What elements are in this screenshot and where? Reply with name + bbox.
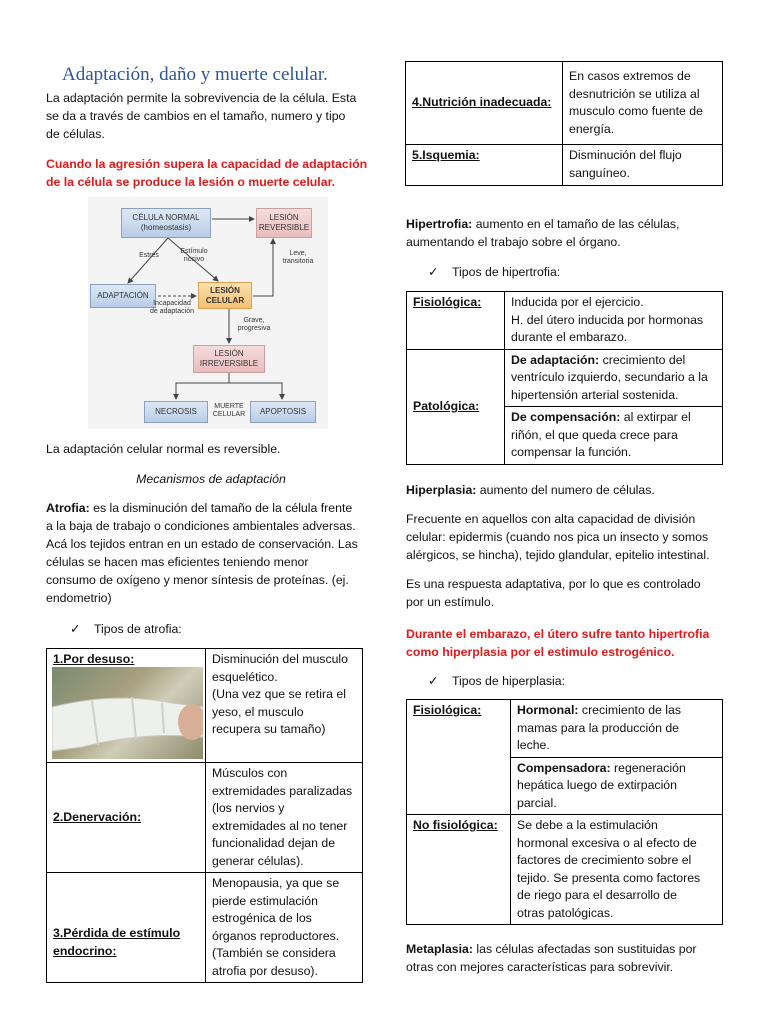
atrofia-line: consumo de oxígeno y menor síntesis de proteínas. (ej.: [46, 573, 349, 587]
box-text: LESIÓN: [214, 349, 244, 358]
arrow: [176, 373, 229, 399]
red-warning-right: [406, 625, 746, 661]
arrow: [229, 383, 282, 399]
desc-line: factores de crecimiento sobre el: [517, 853, 692, 867]
table-row: [407, 349, 723, 407]
label-grave: [232, 317, 276, 333]
desc-line: energía.: [569, 121, 615, 136]
desc-line: Disminución del flujo: [569, 148, 682, 162]
atrofia-line: células se hacen mas eficientes teniendo menor: [46, 555, 309, 569]
nutricion-isquemia-table: [405, 61, 723, 186]
table-cell: [505, 292, 723, 350]
desc-line: leche.: [517, 738, 550, 752]
metaplasia-line: las células afectadas son sustituidas por: [472, 942, 697, 956]
intro-line: se da a través de cambios en el tamaño, numero y tipo: [46, 109, 346, 123]
table-row: [407, 815, 723, 925]
tipos-hiperplasia-item: [428, 672, 728, 690]
desc-line: esquelético.: [212, 669, 278, 684]
desc-line: al extirpar el: [620, 410, 691, 424]
box-text: LESIÓN: [210, 285, 240, 295]
desc-line: recupera su tamaño): [212, 722, 326, 736]
atrofia-line: es la disminución del tamaño de la célula frente: [89, 501, 353, 515]
table-cell: [206, 763, 363, 873]
row-label: Fisiológica:: [413, 295, 482, 309]
list-label: Tipos de hiperplasia:: [452, 674, 566, 688]
box-text: CÉLULA NORMAL: [132, 213, 200, 222]
desc-line: Menopausia, ya que se: [212, 876, 340, 890]
intro-line: de células.: [46, 127, 105, 141]
atrofia-line: endometrio): [46, 591, 112, 605]
table-cell: [206, 873, 363, 983]
hipertrofia-label: Hipertrofia:: [406, 217, 473, 231]
label-text: Estímulo: [180, 248, 208, 255]
box-lesion-reversible: [256, 208, 312, 238]
arm-cast-photo: [52, 667, 203, 759]
hipertrofia-paragraph: [406, 215, 736, 251]
label-text: transitoria: [282, 258, 314, 265]
table-cell: [47, 763, 206, 873]
desc-line: ventrículo izquierdo, secundario a la: [511, 370, 708, 384]
atrofia-line: Acá los tejidos entran en un estado de conservación. Las: [46, 537, 358, 551]
desc-line: crecimiento de las: [578, 703, 682, 717]
table-cell: [407, 700, 511, 815]
table-row: [406, 62, 723, 145]
arrow: [128, 238, 168, 283]
intro-paragraph: [46, 89, 376, 143]
table-cell: [505, 407, 723, 465]
row-label: Fisiológica:: [413, 703, 482, 717]
desc-line: hipertensión arterial sostenida.: [511, 387, 679, 402]
label-estres: Estrés: [139, 252, 159, 259]
label-estimulo: [174, 248, 214, 264]
table-row: [407, 700, 723, 758]
table-cell: [505, 349, 723, 407]
desc-line: Inducida por el ejercicio.: [511, 295, 644, 309]
label-text: Incapacidad: [153, 300, 191, 307]
desc-line: (Una vez que se retira el: [212, 687, 346, 701]
desc-line: hepática luego de extirpación: [517, 778, 677, 792]
frecuente-line: Frecuente en aquellos con alta capacidad de división: [406, 512, 696, 526]
table-cell: [406, 62, 563, 145]
hipertrofia-line: aumento en el tamaño de las células,: [472, 217, 680, 231]
box-text: CELULAR: [205, 295, 245, 305]
red-line: Cuando la agresión supera la capacidad de adaptación: [46, 157, 368, 171]
row-label: 4.Nutrición inadecuada:: [412, 95, 552, 110]
desc-line: yeso, el musculo: [212, 704, 304, 719]
table-cell: [563, 145, 723, 186]
table-cell: [206, 649, 363, 763]
desc-line: (También se considera: [212, 946, 336, 960]
hiperplasia-text: aumento del numero de células.: [476, 483, 655, 497]
row-label: No fisiológica:: [413, 818, 498, 832]
arrow: [253, 239, 273, 296]
row-label: 2.Denervación:: [53, 809, 142, 824]
table-cell: [511, 757, 723, 815]
label-muerte-celular: [208, 403, 250, 419]
table-row: [47, 873, 363, 983]
table-cell: [511, 815, 723, 925]
desc-line: regeneración: [610, 760, 686, 775]
atrofia-paragraph: [46, 499, 376, 607]
label-text: nocivo: [183, 256, 205, 263]
desc-line: riñón, el que queda crece para: [511, 427, 678, 442]
box-text: LESIÓN: [269, 213, 299, 222]
frecuente-line: celular: epidermis (cuando nos pica un insecto y somos: [406, 530, 709, 544]
checkmark-icon: ✓: [70, 622, 81, 636]
atrofia-label: Atrofia:: [46, 501, 90, 515]
desc-line: atrofia por desuso).: [212, 963, 318, 978]
box-necrosis: NECROSIS: [144, 401, 208, 423]
desc-line: sanguíneo.: [569, 165, 630, 180]
desc-line: estrogénica de los: [212, 911, 312, 925]
hiperplasia-paragraph: [406, 481, 736, 499]
desc-line: mamas para la producción de: [517, 720, 679, 735]
desc-line: parcial.: [517, 795, 557, 810]
table-cell: [407, 815, 511, 925]
desc-line: extremidades al no tener: [212, 818, 348, 833]
mechanisms-heading: Mecanismos de adaptación: [136, 472, 286, 486]
row-label: 3.Pérdida de estímulo: [53, 926, 181, 940]
tipos-hipertrofia-item: [428, 263, 728, 281]
label-text: Leve,: [289, 250, 307, 257]
checkmark-icon: ✓: [428, 265, 439, 279]
list-label: Tipos de atrofia:: [94, 622, 182, 636]
desc-line: H. del útero inducida por hormonas: [511, 312, 704, 327]
atrofia-line: a la baja de trabajo o condiciones ambientales adversas.: [46, 519, 356, 533]
label-text: MUERTE: [214, 403, 244, 410]
red-line: de la célula se produce la lesión o muerte celular.: [46, 175, 336, 189]
respuesta-line: Es una respuesta adaptativa, por lo que es controlado: [406, 577, 701, 591]
red-warning-left: [46, 155, 376, 191]
checkmark-icon: ✓: [428, 674, 439, 688]
table-cell: [407, 349, 505, 464]
box-text: REVERSIBLE: [258, 223, 310, 232]
intro-line: La adaptación permite la sobrevivencia de la célula. Esta: [46, 91, 357, 105]
box-celula-normal: [121, 208, 211, 238]
red-line: Durante el embarazo, el útero sufre tanto hipertrofia: [406, 627, 710, 641]
frecuente-paragraph: [406, 510, 736, 564]
hiperplasia-label: Hiperplasia:: [406, 483, 477, 497]
desc-line: órganos reproductores.: [212, 928, 340, 943]
tipos-atrofia-item: [70, 620, 370, 638]
frecuente-line: alérgicos, se hincha), tejido glandular, epitelio intestinal.: [406, 548, 710, 562]
desc-line: funcionalidad dejan de: [212, 836, 336, 850]
row-label: 5.Isquemia:: [412, 148, 480, 162]
label-incapacidad: [144, 300, 200, 316]
red-line: como hiperplasia por el estimulo estrogénico.: [406, 645, 675, 659]
desc-line: Se debe a la estimulación: [517, 818, 658, 832]
box-lesion-irreversible: [193, 345, 265, 373]
desc-line: crecimiento del: [599, 352, 686, 367]
sub-label: De adaptación:: [511, 352, 600, 367]
box-apoptosis: APOPTOSIS: [250, 401, 316, 423]
respuesta-paragraph: [406, 575, 736, 611]
list-label: Tipos de hipertrofia:: [452, 265, 561, 279]
desc-line: tejido. Se presenta como factores: [517, 870, 701, 885]
desc-line: extremidades paralizadas: [212, 783, 353, 798]
table-row: [47, 763, 363, 873]
cell-injury-diagram: [88, 197, 328, 429]
desc-line: Músculos con: [212, 766, 288, 780]
table-cell: [47, 873, 206, 983]
box-lesion-celular: [198, 282, 252, 309]
hiperplasia-table: [406, 699, 723, 925]
hipertrofia-table: [406, 291, 723, 465]
table-row: [406, 145, 723, 186]
box-text: (homeostasis): [140, 223, 192, 232]
row-label: Patológica:: [413, 398, 480, 413]
desc-line: otras patológicas.: [517, 905, 614, 920]
cast-illustration: [52, 667, 203, 759]
desc-line: Disminución del musculo: [212, 652, 349, 666]
table-cell: [407, 292, 505, 350]
metaplasia-label: Metaplasia:: [406, 942, 473, 956]
label-text: de adaptación: [150, 308, 194, 315]
desc-line: (los nervios y: [212, 801, 285, 815]
desc-line: hormonal excesiva o al efecto de: [517, 835, 697, 850]
desc-line: durante el embarazo.: [511, 330, 628, 344]
metaplasia-line: otras con mejores características para sobrevivir.: [406, 960, 674, 974]
box-text: IRREVERSIBLE: [199, 359, 259, 368]
table-cell: [563, 62, 723, 145]
table-cell: [511, 700, 723, 758]
page-title: Adaptación, daño y muerte celular.: [62, 64, 328, 85]
label-leve: [276, 250, 320, 266]
hipertrofia-line: aumentando el trabajo sobre el órgano.: [406, 235, 621, 249]
row-label: 1.Por desuso:: [53, 652, 135, 666]
sub-label: Compensadora:: [517, 760, 611, 775]
desc-line: En casos extremos de: [569, 69, 691, 83]
label-text: CELULAR: [212, 411, 246, 418]
desc-line: pierde estimulación: [212, 893, 318, 908]
desc-line: generar células).: [212, 853, 304, 868]
row-label: endocrino:: [53, 943, 117, 958]
metaplasia-paragraph: [406, 940, 746, 976]
label-text: progresiva: [237, 325, 271, 332]
desc-line: musculo como fuente de: [569, 104, 703, 118]
sub-label: De compensación:: [511, 410, 621, 424]
desc-line: de riego para el desarrollo de: [517, 888, 677, 902]
table-row: [407, 292, 723, 350]
table-cell: [406, 145, 563, 186]
reversible-note: La adaptación celular normal es reversible.: [46, 442, 281, 456]
respuesta-line: por un estímulo.: [406, 595, 495, 609]
sub-label: Hormonal:: [517, 703, 579, 717]
box-adaptacion: ADAPTACIÓN: [90, 284, 156, 308]
desc-line: compensar la función.: [511, 445, 632, 459]
label-text: Grave,: [243, 317, 265, 324]
desc-line: desnutrición se utiliza al: [569, 86, 700, 101]
